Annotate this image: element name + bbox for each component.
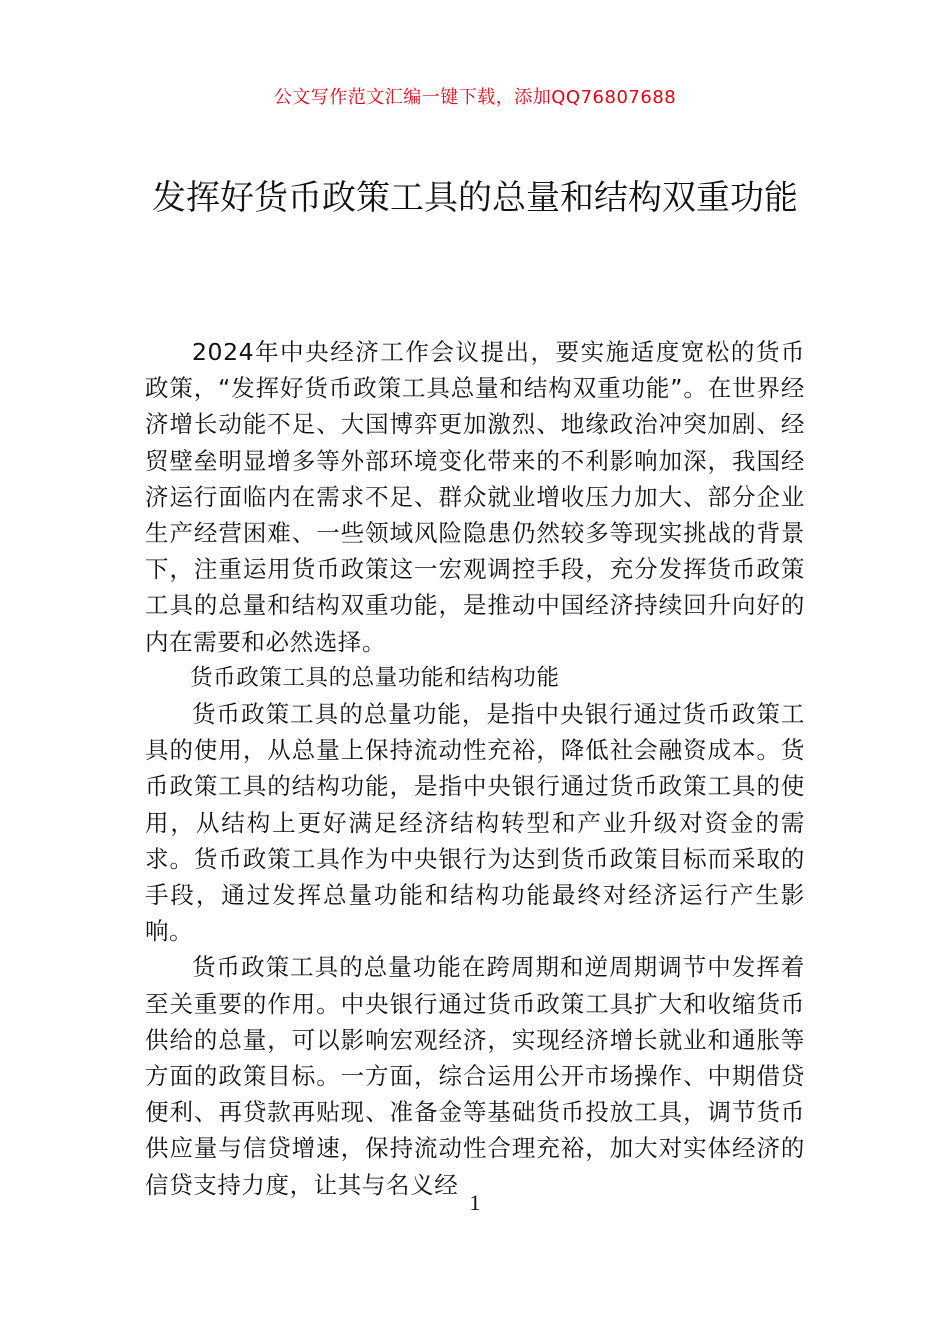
paragraph-total-function: 货币政策工具的总量功能在跨周期和逆周期调节中发挥着至关重要的作用。中央银行通过货币政策工具扩大和收缩货币供给的总量，可以影响宏观经济，实现经济增长就业和通胀等方面的政策目标。一方面，综合运用公开市场操作、中期借贷便利、再贷款再贴现、准备金等基础货币投放工具，调节货币供应量与信贷增速，保持流动性合理充裕，加大对实体经济的信贷支持力度，让其与名义经: [145, 953, 805, 1199]
paragraph-intro: 2024年中央经济工作会议提出，要实施适度宽松的货币政策，“发挥好货币政策工具总量和结构双重功能”。在世界经济增长动能不足、大国博弈更加激烈、地缘政治冲突加剧、经贸壁垒明显增多等外部环境变化带来的不利影响加深，我国经济运行面临内在需求不足、群众就业增收压力加大、部分企业生产经营困难、一些领域风险隐患仍然较多等现实挑战的背景下，注重运用货币政策这一宏观调控手段，充分发挥货币政策工具的总量和结构双重功能，是推动中国经济持续回升向好的内在需要和必然选择。: [145, 338, 805, 656]
paragraph-definition: 货币政策工具的总量功能，是指中央银行通过货币政策工具的使用，从总量上保持流动性充裕，降低社会融资成本。货币政策工具的结构功能，是指中央银行通过货币政策工具的使用，从结构上更好满足经济结构转型和产业升级对资金的需求。货币政策工具作为中央银行为达到货币政策目标而采取的手段，通过发挥总量功能和结构功能最终对经济运行产生影响。: [145, 700, 805, 946]
header-ad-text: 公文写作范文汇编一键下载，添加QQ76807688: [273, 87, 677, 108]
document-body: [145, 334, 805, 1203]
page-number: 1: [469, 1190, 481, 1215]
document-title: 发挥好货币政策工具的总量和结构双重功能: [152, 178, 798, 218]
section-heading: 货币政策工具的总量功能和结构功能: [190, 664, 560, 691]
